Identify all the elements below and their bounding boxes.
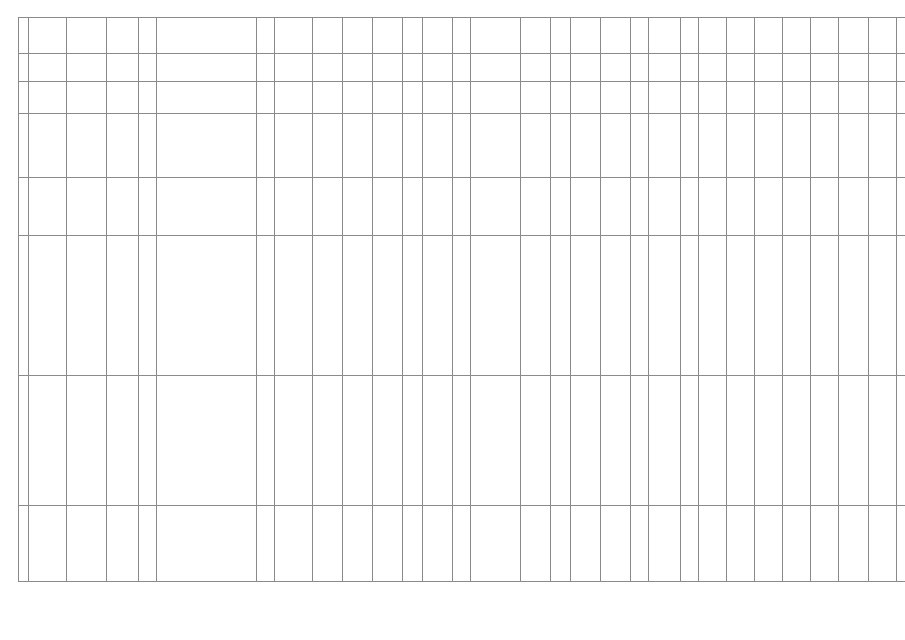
table-cell bbox=[649, 54, 681, 82]
table-cell bbox=[699, 376, 727, 506]
table-cell bbox=[869, 376, 897, 506]
table-cell bbox=[649, 236, 681, 376]
table-cell bbox=[19, 236, 29, 376]
table-cell bbox=[601, 376, 631, 506]
table-cell bbox=[313, 236, 343, 376]
table-cell bbox=[681, 54, 699, 82]
table-cell bbox=[67, 376, 107, 506]
table-cell bbox=[275, 376, 313, 506]
table-cell bbox=[423, 18, 453, 54]
table-cell bbox=[453, 376, 471, 506]
table-cell bbox=[423, 178, 453, 236]
table-cell bbox=[157, 114, 257, 178]
table-cell bbox=[29, 178, 67, 236]
table-cell bbox=[343, 54, 373, 82]
table-cell bbox=[67, 178, 107, 236]
table-cell bbox=[373, 114, 403, 178]
table-cell bbox=[699, 114, 727, 178]
table-cell bbox=[453, 178, 471, 236]
table-cell bbox=[551, 18, 571, 54]
table-cell bbox=[471, 506, 521, 582]
table-cell bbox=[601, 82, 631, 114]
table-cell bbox=[631, 178, 649, 236]
table-cell bbox=[681, 18, 699, 54]
table-row bbox=[19, 376, 905, 506]
table-cell bbox=[471, 114, 521, 178]
table-cell bbox=[839, 114, 869, 178]
table-cell bbox=[551, 506, 571, 582]
table-cell bbox=[869, 178, 897, 236]
table-cell bbox=[699, 236, 727, 376]
table-cell bbox=[403, 376, 423, 506]
table-cell bbox=[157, 54, 257, 82]
table-cell bbox=[727, 114, 755, 178]
table-cell bbox=[29, 18, 67, 54]
table-cell bbox=[571, 376, 601, 506]
table-cell bbox=[275, 82, 313, 114]
table-cell bbox=[839, 82, 869, 114]
table-cell bbox=[373, 376, 403, 506]
table-cell bbox=[727, 18, 755, 54]
table-cell bbox=[783, 236, 811, 376]
table-cell bbox=[257, 506, 275, 582]
table-cell bbox=[107, 18, 139, 54]
table-cell bbox=[313, 82, 343, 114]
table-cell bbox=[275, 114, 313, 178]
table-cell bbox=[453, 236, 471, 376]
table-cell bbox=[649, 82, 681, 114]
table-cell bbox=[839, 376, 869, 506]
table-cell bbox=[373, 236, 403, 376]
table-cell bbox=[403, 178, 423, 236]
table-cell bbox=[649, 18, 681, 54]
table-cell bbox=[551, 236, 571, 376]
table-row bbox=[19, 506, 905, 582]
table-cell bbox=[755, 82, 783, 114]
table-cell bbox=[313, 114, 343, 178]
table-cell bbox=[681, 236, 699, 376]
table-cell bbox=[403, 18, 423, 54]
table-cell bbox=[631, 54, 649, 82]
table-cell bbox=[699, 18, 727, 54]
table-cell bbox=[139, 54, 157, 82]
table-cell bbox=[727, 82, 755, 114]
table-cell bbox=[423, 376, 453, 506]
table-cell bbox=[571, 236, 601, 376]
table-cell bbox=[521, 236, 551, 376]
table-cell bbox=[783, 178, 811, 236]
table-cell bbox=[727, 236, 755, 376]
table-cell bbox=[403, 236, 423, 376]
table-cell bbox=[471, 376, 521, 506]
table-cell bbox=[343, 376, 373, 506]
table-cell bbox=[571, 18, 601, 54]
table-cell bbox=[869, 506, 897, 582]
table-cell bbox=[373, 18, 403, 54]
table-cell bbox=[453, 506, 471, 582]
table-cell bbox=[257, 376, 275, 506]
data-grid-table bbox=[18, 17, 905, 582]
table-cell bbox=[631, 18, 649, 54]
table-cell bbox=[755, 236, 783, 376]
table-cell bbox=[67, 54, 107, 82]
table-cell bbox=[275, 236, 313, 376]
table-cell bbox=[839, 236, 869, 376]
table-cell bbox=[67, 18, 107, 54]
table-cell bbox=[649, 178, 681, 236]
table-cell bbox=[313, 506, 343, 582]
table-cell bbox=[423, 54, 453, 82]
table-cell bbox=[631, 114, 649, 178]
table-cell bbox=[19, 178, 29, 236]
table-cell bbox=[727, 506, 755, 582]
table-cell bbox=[157, 376, 257, 506]
table-cell bbox=[139, 236, 157, 376]
table-cell bbox=[313, 178, 343, 236]
table-cell bbox=[157, 18, 257, 54]
table-cell bbox=[551, 114, 571, 178]
table-cell bbox=[869, 54, 897, 82]
table-row bbox=[19, 236, 905, 376]
table-cell bbox=[29, 114, 67, 178]
table-cell bbox=[839, 54, 869, 82]
table-cell bbox=[29, 54, 67, 82]
table-cell bbox=[551, 82, 571, 114]
table-cell bbox=[727, 178, 755, 236]
table-cell bbox=[257, 54, 275, 82]
table-cell bbox=[649, 506, 681, 582]
table-cell bbox=[157, 178, 257, 236]
table-cell bbox=[601, 114, 631, 178]
table-cell bbox=[423, 506, 453, 582]
table-cell bbox=[571, 54, 601, 82]
table-cell bbox=[453, 18, 471, 54]
table-cell bbox=[19, 54, 29, 82]
table-cell bbox=[897, 178, 905, 236]
table-cell bbox=[755, 376, 783, 506]
table-cell bbox=[755, 178, 783, 236]
table-cell bbox=[275, 18, 313, 54]
table-cell bbox=[403, 114, 423, 178]
table-cell bbox=[373, 82, 403, 114]
table-cell bbox=[839, 506, 869, 582]
table-cell bbox=[67, 506, 107, 582]
table-cell bbox=[681, 114, 699, 178]
table-cell bbox=[453, 114, 471, 178]
table-cell bbox=[631, 506, 649, 582]
table-cell bbox=[521, 54, 551, 82]
table-cell bbox=[521, 506, 551, 582]
table-cell bbox=[897, 114, 905, 178]
table-cell bbox=[257, 178, 275, 236]
table-cell bbox=[139, 376, 157, 506]
table-cell bbox=[869, 18, 897, 54]
table-cell bbox=[811, 506, 839, 582]
table-cell bbox=[139, 178, 157, 236]
table-cell bbox=[783, 18, 811, 54]
table-cell bbox=[157, 506, 257, 582]
table-cell bbox=[29, 236, 67, 376]
table-cell bbox=[897, 18, 905, 54]
table-cell bbox=[897, 54, 905, 82]
table-cell bbox=[571, 82, 601, 114]
table-cell bbox=[313, 54, 343, 82]
table-cell bbox=[869, 114, 897, 178]
table-cell bbox=[67, 236, 107, 376]
table-row bbox=[19, 114, 905, 178]
table-cell bbox=[257, 82, 275, 114]
table-cell bbox=[403, 82, 423, 114]
table-cell bbox=[107, 114, 139, 178]
table-cell bbox=[551, 178, 571, 236]
table-cell bbox=[139, 114, 157, 178]
table-cell bbox=[423, 236, 453, 376]
table-cell bbox=[19, 18, 29, 54]
table-cell bbox=[897, 506, 905, 582]
table-cell bbox=[19, 82, 29, 114]
table-cell bbox=[343, 114, 373, 178]
table-cell bbox=[897, 82, 905, 114]
table-cell bbox=[783, 82, 811, 114]
table-cell bbox=[839, 178, 869, 236]
table-cell bbox=[601, 54, 631, 82]
table-cell bbox=[783, 376, 811, 506]
table-cell bbox=[839, 18, 869, 54]
table-cell bbox=[811, 178, 839, 236]
table-cell bbox=[471, 18, 521, 54]
table-cell bbox=[471, 54, 521, 82]
table-cell bbox=[571, 114, 601, 178]
table-cell bbox=[157, 82, 257, 114]
table-cell bbox=[699, 178, 727, 236]
table-cell bbox=[571, 178, 601, 236]
table-cell bbox=[897, 236, 905, 376]
table-cell bbox=[521, 178, 551, 236]
table-cell bbox=[275, 506, 313, 582]
table-cell bbox=[649, 114, 681, 178]
table-cell bbox=[755, 114, 783, 178]
table-cell bbox=[453, 54, 471, 82]
table-cell bbox=[551, 54, 571, 82]
table-cell bbox=[521, 18, 551, 54]
table-cell bbox=[343, 18, 373, 54]
table-cell bbox=[67, 82, 107, 114]
table-cell bbox=[811, 82, 839, 114]
table-cell bbox=[139, 18, 157, 54]
table-row bbox=[19, 82, 905, 114]
table-cell bbox=[601, 178, 631, 236]
table-cell bbox=[631, 82, 649, 114]
table-cell bbox=[811, 376, 839, 506]
table-cell bbox=[783, 114, 811, 178]
table-cell bbox=[811, 114, 839, 178]
table-cell bbox=[521, 114, 551, 178]
table-cell bbox=[521, 376, 551, 506]
table-cell bbox=[29, 82, 67, 114]
table-cell bbox=[727, 376, 755, 506]
table-cell bbox=[811, 18, 839, 54]
table-cell bbox=[811, 236, 839, 376]
table-cell bbox=[897, 376, 905, 506]
table-cell bbox=[571, 506, 601, 582]
table-cell bbox=[139, 506, 157, 582]
table-cell bbox=[551, 376, 571, 506]
table-cell bbox=[471, 82, 521, 114]
table-cell bbox=[631, 376, 649, 506]
table-cell bbox=[257, 114, 275, 178]
table-cell bbox=[869, 82, 897, 114]
table-row bbox=[19, 178, 905, 236]
table-cell bbox=[601, 506, 631, 582]
table-cell bbox=[107, 376, 139, 506]
table-cell bbox=[313, 376, 343, 506]
table-cell bbox=[869, 236, 897, 376]
table-cell bbox=[373, 506, 403, 582]
table-cell bbox=[699, 82, 727, 114]
table-cell bbox=[471, 178, 521, 236]
table-row bbox=[19, 18, 905, 54]
table-cell bbox=[19, 114, 29, 178]
table-cell bbox=[373, 54, 403, 82]
table-cell bbox=[29, 376, 67, 506]
table-cell bbox=[157, 236, 257, 376]
table-cell bbox=[275, 178, 313, 236]
table-cell bbox=[521, 82, 551, 114]
table-cell bbox=[107, 54, 139, 82]
table-cell bbox=[107, 236, 139, 376]
table-cell bbox=[373, 178, 403, 236]
table-cell bbox=[755, 18, 783, 54]
table-cell bbox=[423, 82, 453, 114]
table-cell bbox=[107, 506, 139, 582]
table-cell bbox=[681, 376, 699, 506]
table-cell bbox=[727, 54, 755, 82]
table-cell bbox=[343, 82, 373, 114]
table-cell bbox=[19, 506, 29, 582]
table-cell bbox=[343, 236, 373, 376]
table-cell bbox=[811, 54, 839, 82]
table-cell bbox=[423, 114, 453, 178]
table-cell bbox=[19, 376, 29, 506]
table-cell bbox=[601, 236, 631, 376]
table-row bbox=[19, 54, 905, 82]
table-cell bbox=[107, 82, 139, 114]
table-cell bbox=[601, 18, 631, 54]
table-cell bbox=[257, 236, 275, 376]
table-cell bbox=[107, 178, 139, 236]
table-cell bbox=[67, 114, 107, 178]
table-cell bbox=[403, 54, 423, 82]
table-cell bbox=[755, 506, 783, 582]
table-cell bbox=[783, 506, 811, 582]
table-cell bbox=[275, 54, 313, 82]
table-cell bbox=[755, 54, 783, 82]
table-cell bbox=[699, 506, 727, 582]
table-cell bbox=[139, 82, 157, 114]
table-cell bbox=[631, 236, 649, 376]
table-cell bbox=[29, 506, 67, 582]
table-cell bbox=[783, 54, 811, 82]
table-cell bbox=[403, 506, 423, 582]
table-cell bbox=[453, 82, 471, 114]
table-cell bbox=[257, 18, 275, 54]
table-cell bbox=[681, 506, 699, 582]
table-cell bbox=[699, 54, 727, 82]
table-cell bbox=[343, 178, 373, 236]
table-cell bbox=[343, 506, 373, 582]
table-cell bbox=[681, 82, 699, 114]
table-cell bbox=[681, 178, 699, 236]
table-cell bbox=[313, 18, 343, 54]
table-cell bbox=[649, 376, 681, 506]
table-cell bbox=[471, 236, 521, 376]
